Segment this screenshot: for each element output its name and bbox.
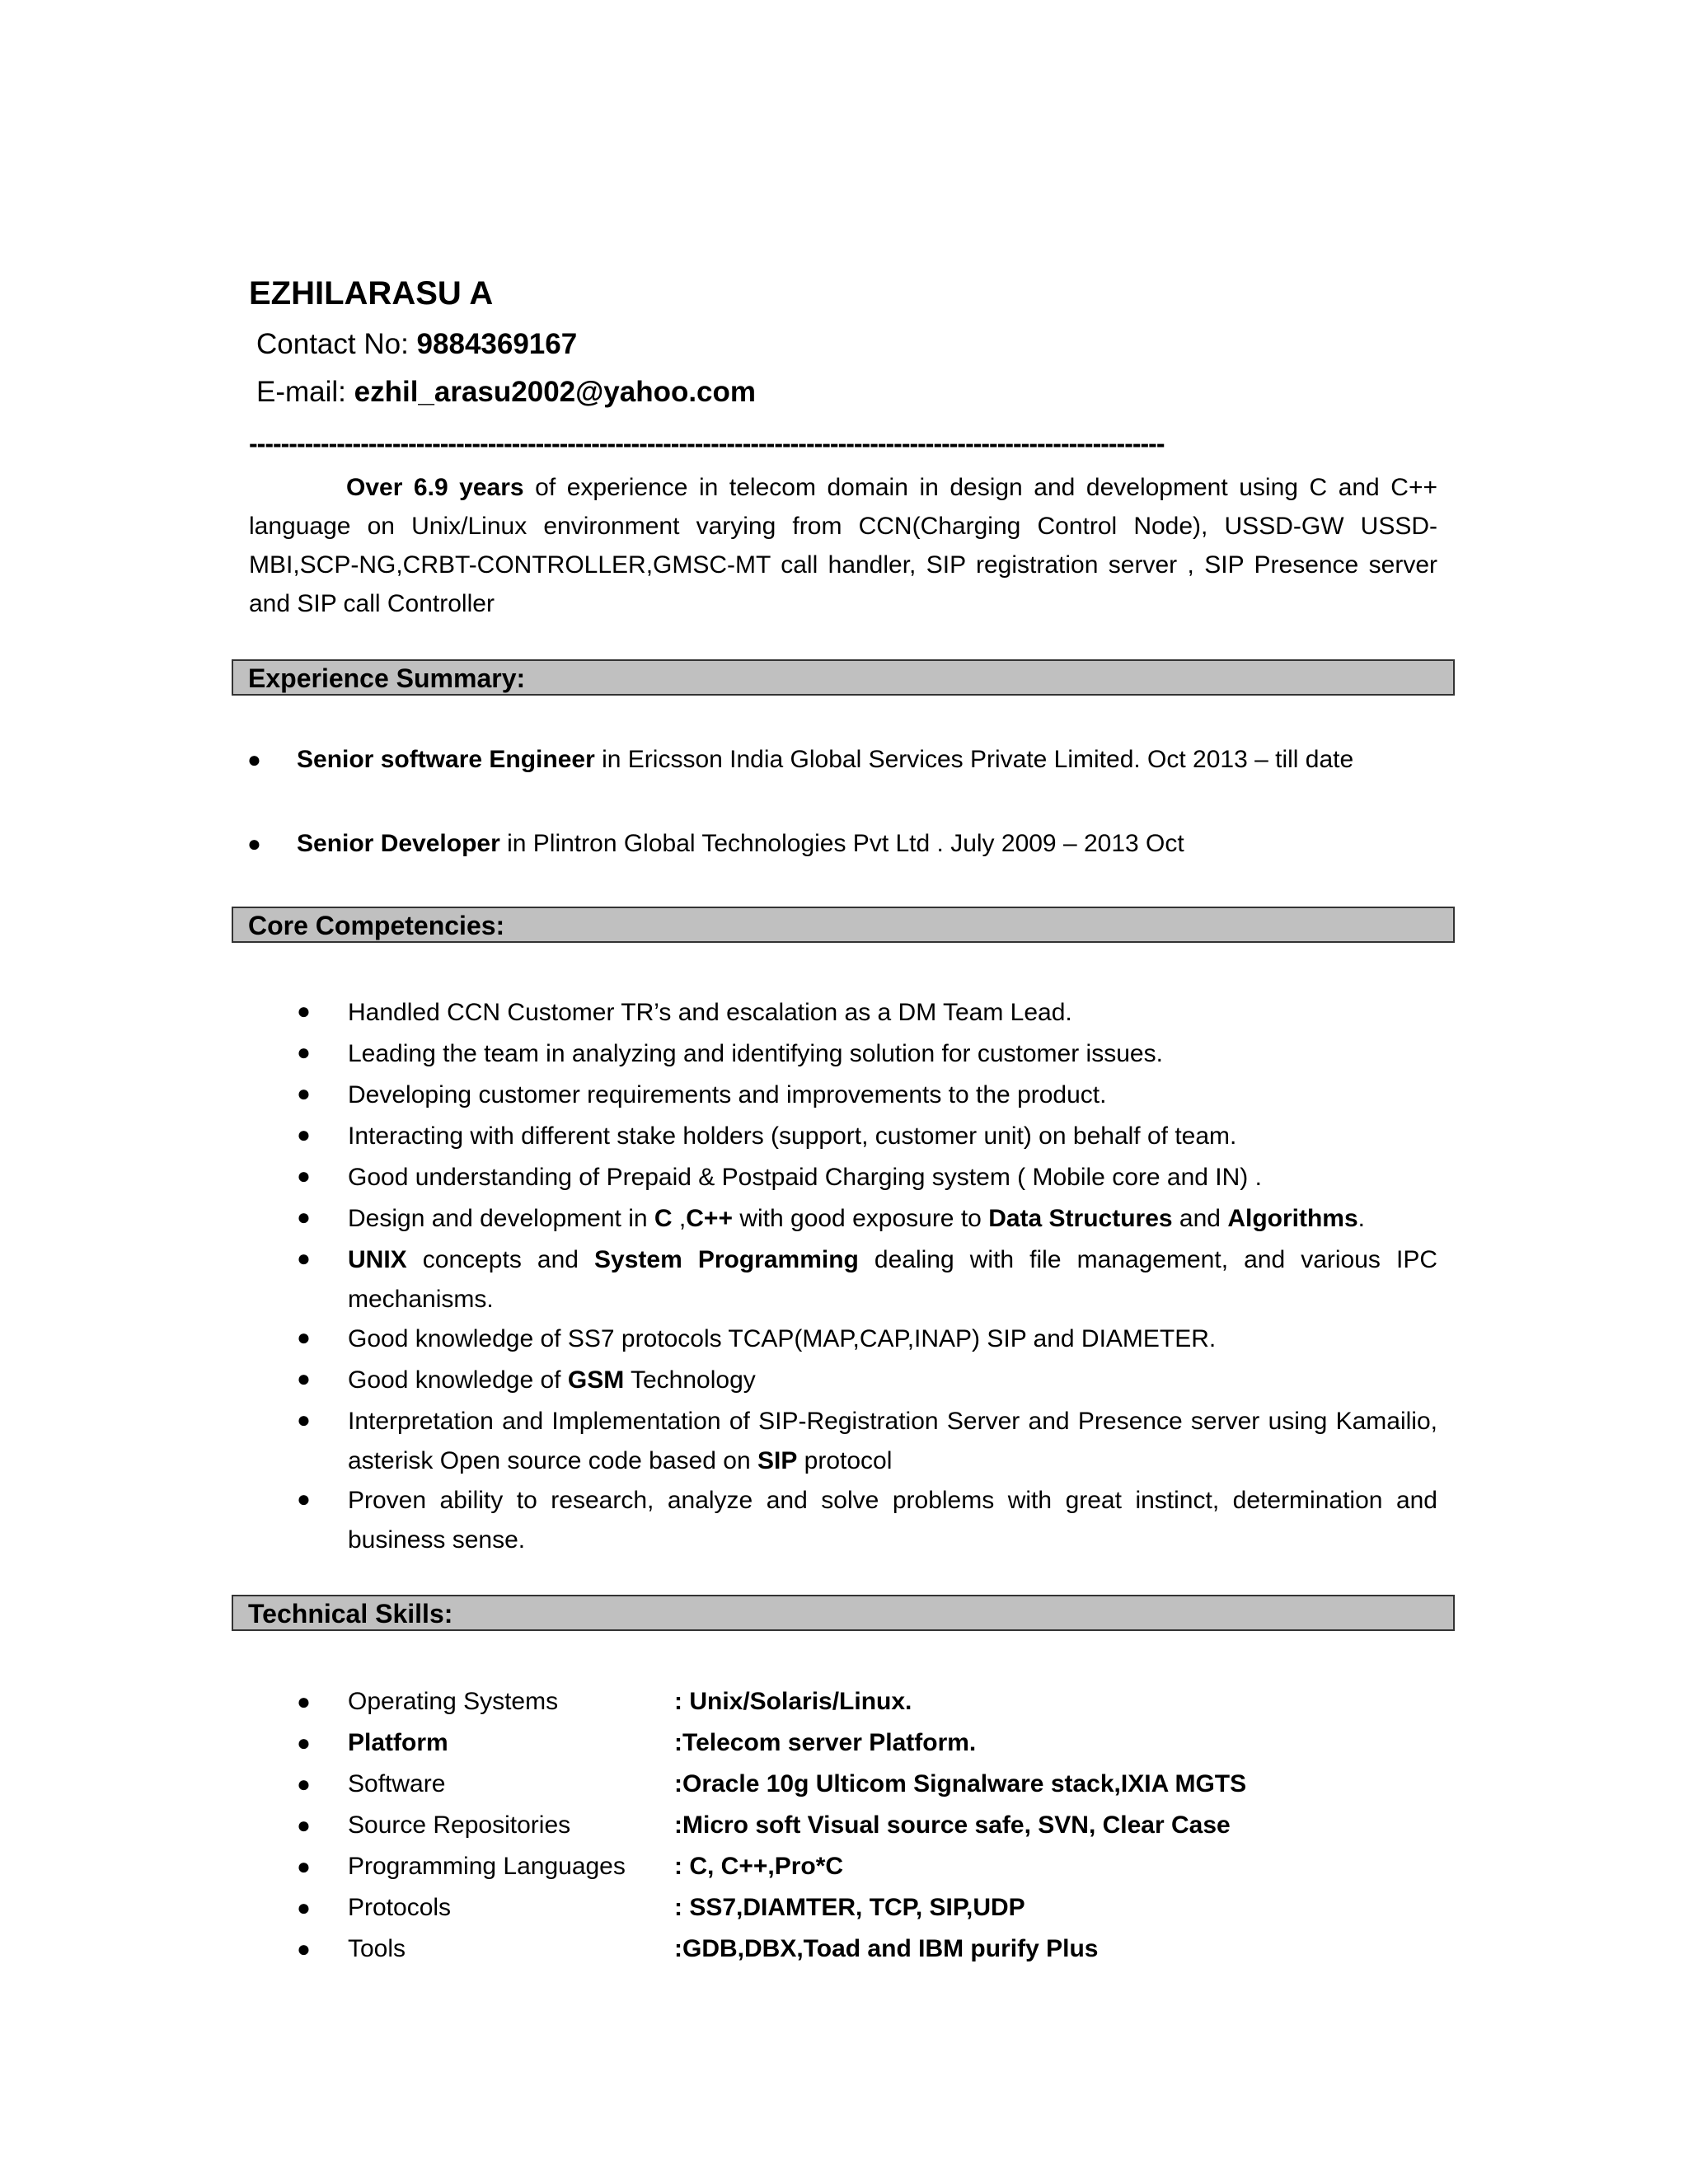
competency-text: Proven ability to research, analyze and solve problems with great instinct, determination and business sense. <box>348 1487 1437 1554</box>
competency-text: and <box>1172 1205 1228 1232</box>
competency-highlight: UNIX <box>348 1246 407 1273</box>
skill-label: Operating Systems <box>348 1688 559 1715</box>
bullet-icon: ● <box>297 1771 311 1797</box>
competency-text: Technology <box>624 1366 756 1394</box>
competency-highlight: Algorithms <box>1227 1205 1358 1232</box>
competency-text: Developing customer requirements and improvements to the product. <box>348 1081 1107 1108</box>
bullet-icon: ● <box>297 1080 311 1106</box>
bullet-icon: ● <box>297 1895 311 1920</box>
competency-item <box>297 1117 1437 1158</box>
core-competencies-list <box>297 993 1437 1560</box>
competency-item <box>297 1361 1437 1402</box>
skill-value: :Micro soft Visual source safe, SVN, Clear Case <box>674 1811 1231 1839</box>
bullet-icon: ● <box>297 1122 311 1147</box>
section-title: Core Competencies: <box>248 911 505 940</box>
bullet-icon: ● <box>297 1324 311 1350</box>
skill-label: Source Repositories <box>348 1811 571 1839</box>
competency-highlight: Data Structures <box>988 1205 1173 1232</box>
competency-text: concepts and <box>406 1246 595 1273</box>
competency-item <box>297 993 1437 1034</box>
bullet-icon: ● <box>247 747 261 772</box>
competency-item <box>297 1158 1437 1199</box>
skill-value: :GDB,DBX,Toad and IBM purify Plus <box>674 1935 1099 1962</box>
competency-text: Handled CCN Customer TR’s and escalation as a DM Team Lead. <box>348 999 1072 1026</box>
contact-label: Contact No: <box>256 328 417 360</box>
competency-text: Interpretation and Implementation of SIP-Registration Server and Presence server using Kamailio, asterisk Open source code based on <box>348 1408 1437 1474</box>
competency-item <box>297 1076 1437 1117</box>
competency-text: protocol <box>797 1447 893 1474</box>
competency-highlight: C++ <box>686 1205 733 1232</box>
bullet-icon: ● <box>297 1039 311 1065</box>
skill-row <box>297 1681 1437 1722</box>
skill-value: : Unix/Solaris/Linux. <box>674 1688 912 1715</box>
competency-item <box>297 1199 1437 1240</box>
skill-label: Platform <box>348 1729 448 1756</box>
competency-text: Leading the team in analyzing and identifying solution for customer issues. <box>348 1040 1163 1067</box>
summary-text: of experience in telecom domain in design and development using C and C++ language on Unix/Linux environment varying from CCN(Charging Control Node), USSD-GW USSD-MBI,SCP-NG,CRBT-CONTROLLER,GMSC-MT call handler, SIP registration server , SIP Presence server and SIP call Controller <box>249 474 1437 617</box>
skill-row <box>297 1846 1437 1887</box>
skill-row <box>297 1722 1437 1764</box>
bullet-icon: ● <box>297 1730 311 1755</box>
skill-label: Tools <box>348 1935 406 1962</box>
bullet-icon: ● <box>297 1245 311 1271</box>
skill-row <box>297 1805 1437 1846</box>
competency-text: dealing with file management, and various IPC mechanisms. <box>348 1246 1438 1313</box>
competency-highlight: SIP <box>757 1447 798 1474</box>
email-address: ezhil_arasu2002@yahoo.com <box>354 376 757 408</box>
competency-text: Interacting with different stake holders (support, customer unit) on behalf of team. <box>348 1122 1237 1150</box>
email-label: E-mail: <box>256 376 354 408</box>
summary-lead: Over 6.9 years <box>346 474 524 501</box>
competency-text: Good knowledge of SS7 protocols TCAP(MAP,CAP,INAP) SIP and DIAMETER. <box>348 1325 1217 1352</box>
email-line <box>256 374 756 410</box>
header-divider: ------------------------------------------------------------------------------------------------------------------- <box>249 429 1165 458</box>
bullet-icon: ● <box>247 831 261 856</box>
bullet-icon: ● <box>297 1407 311 1432</box>
competency-highlight: GSM <box>567 1366 625 1394</box>
bullet-icon: ● <box>297 1936 311 1961</box>
section-technical-skills <box>232 1595 1455 1631</box>
competency-item <box>297 1402 1437 1481</box>
section-core-competencies <box>232 907 1455 943</box>
bullet-icon: ● <box>297 1854 311 1879</box>
bullet-icon: ● <box>297 1812 311 1838</box>
experience-details: in Plintron Global Technologies Pvt Ltd . July 2009 – 2013 Oct <box>499 830 1184 857</box>
bullet-icon: ● <box>297 1486 311 1511</box>
skill-value: : SS7,DIAMTER, TCP, SIP,UDP <box>674 1894 1025 1921</box>
experience-details: in Ericsson India Global Services Private Limited. Oct 2013 – till date <box>594 746 1354 773</box>
bullet-icon: ● <box>297 1689 311 1714</box>
contact-line <box>256 326 577 363</box>
contact-number: 9884369167 <box>416 328 578 360</box>
competency-item <box>297 1034 1437 1076</box>
competency-highlight: System Programming <box>594 1246 859 1273</box>
profile-summary <box>249 468 1437 623</box>
bullet-icon: ● <box>297 1163 311 1188</box>
skill-row <box>297 1929 1437 1970</box>
competency-text: Good understanding of Prepaid & Postpaid Charging system ( Mobile core and IN) . <box>348 1164 1262 1191</box>
skill-row <box>297 1887 1437 1929</box>
section-experience-summary <box>232 659 1455 696</box>
bullet-icon: ● <box>297 998 311 1024</box>
skill-label: Programming Languages <box>348 1853 626 1880</box>
competency-item <box>297 1240 1437 1319</box>
skill-value: :Telecom server Platform. <box>674 1729 977 1756</box>
section-title: Technical Skills: <box>248 1599 453 1629</box>
bullet-icon: ● <box>297 1366 311 1391</box>
section-title: Experience Summary: <box>248 663 526 693</box>
bullet-icon: ● <box>297 1204 311 1230</box>
competency-item <box>297 1319 1437 1361</box>
skill-value: :Oracle 10g Ulticom Signalware stack,IXIA MGTS <box>674 1770 1247 1797</box>
competency-text: , <box>672 1205 687 1232</box>
competency-text: with good exposure to <box>732 1205 989 1232</box>
competency-item <box>297 1481 1437 1560</box>
skill-label: Software <box>348 1770 446 1797</box>
skill-value: : C, C++,Pro*C <box>674 1853 844 1880</box>
competency-text: Design and development in <box>348 1205 654 1232</box>
competency-text: Good knowledge of <box>348 1366 568 1394</box>
experience-role: Senior Developer <box>297 830 500 857</box>
competency-highlight: C <box>654 1205 673 1232</box>
experience-role: Senior software Engineer <box>297 746 595 773</box>
technical-skills-list <box>297 1681 1437 1970</box>
candidate-name: EZHILARASU A <box>249 275 494 312</box>
skill-row <box>297 1764 1437 1805</box>
skill-label: Protocols <box>348 1894 452 1921</box>
competency-text: . <box>1357 1205 1366 1232</box>
